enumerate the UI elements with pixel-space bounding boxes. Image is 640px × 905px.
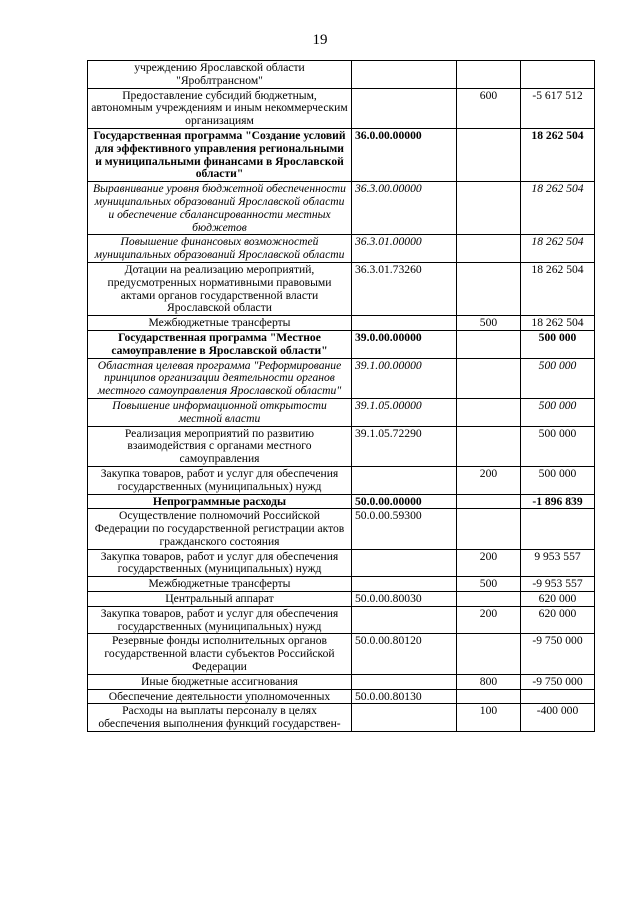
row-name-cell: Центральный аппарат — [88, 592, 352, 607]
row-name-cell: Иные бюджетные ассигнования — [88, 674, 352, 689]
row-sum-cell: 18 262 504 — [521, 182, 595, 235]
table-row — [88, 634, 595, 674]
row-sum-cell: 500 000 — [521, 398, 595, 426]
row-name-cell: Предоставление субсидий бюджетным, автономным учреждениям и иным некоммерческим организациям — [88, 88, 352, 128]
row-sum-cell: 18 262 504 — [521, 235, 595, 263]
row-sum-cell: 500 000 — [521, 426, 595, 466]
table-row — [88, 61, 595, 89]
table-row — [88, 262, 595, 315]
row-sum-cell: -400 000 — [521, 704, 595, 732]
row-code-cell — [352, 704, 457, 732]
row-expense-type-cell — [457, 235, 521, 263]
row-code-cell: 36.3.01.00000 — [352, 235, 457, 263]
row-expense-type-cell — [457, 262, 521, 315]
budget-table-body — [88, 61, 595, 732]
row-sum-cell: 9 953 557 — [521, 549, 595, 577]
row-code-cell: 50.0.00.80030 — [352, 592, 457, 607]
row-expense-type-cell — [457, 509, 521, 549]
row-expense-type-cell: 800 — [457, 674, 521, 689]
table-row — [88, 549, 595, 577]
row-name-cell: Повышение финансовых возможностей муниципальных образований Ярославской области — [88, 235, 352, 263]
row-expense-type-cell — [457, 128, 521, 181]
row-name-cell: Межбюджетные трансферты — [88, 316, 352, 331]
row-sum-cell: 500 000 — [521, 466, 595, 494]
row-name-cell: Расходы на выплаты персоналу в целях обеспечения выполнения функций государствен- — [88, 704, 352, 732]
row-code-cell: 50.0.00.00000 — [352, 494, 457, 509]
table-row — [88, 577, 595, 592]
row-name-cell: Реализация мероприятий по развитию взаимодействия с органами местного самоуправления — [88, 426, 352, 466]
row-name-cell: Обеспечение деятельности уполномоченных — [88, 689, 352, 704]
table-row — [88, 235, 595, 263]
row-expense-type-cell: 500 — [457, 316, 521, 331]
row-expense-type-cell: 200 — [457, 466, 521, 494]
row-expense-type-cell: 200 — [457, 606, 521, 634]
row-expense-type-cell: 500 — [457, 577, 521, 592]
table-row — [88, 398, 595, 426]
row-sum-cell: 620 000 — [521, 606, 595, 634]
row-sum-cell — [521, 509, 595, 549]
row-expense-type-cell — [457, 592, 521, 607]
row-code-cell: 39.1.05.72290 — [352, 426, 457, 466]
table-row — [88, 316, 595, 331]
row-name-cell: Закупка товаров, работ и услуг для обеспечения государственных (муниципальных) нужд — [88, 466, 352, 494]
row-code-cell: 50.0.00.80130 — [352, 689, 457, 704]
row-name-cell: Государственная программа "Создание условий для эффективного управления региональными и муниципальными финансами в Ярославской области" — [88, 128, 352, 181]
row-code-cell — [352, 577, 457, 592]
row-name-cell: Государственная программа "Местное самоуправление в Ярославской области" — [88, 330, 352, 358]
row-code-cell — [352, 549, 457, 577]
row-name-cell: Межбюджетные трансферты — [88, 577, 352, 592]
row-expense-type-cell: 200 — [457, 549, 521, 577]
table-row — [88, 330, 595, 358]
table-row — [88, 426, 595, 466]
row-sum-cell: 500 000 — [521, 330, 595, 358]
row-code-cell — [352, 466, 457, 494]
row-sum-cell: -9 750 000 — [521, 674, 595, 689]
row-code-cell: 39.1.05.00000 — [352, 398, 457, 426]
table-row — [88, 689, 595, 704]
row-code-cell — [352, 674, 457, 689]
row-name-cell: Повышение информационной открытости местной власти — [88, 398, 352, 426]
table-row — [88, 674, 595, 689]
row-sum-cell: 500 000 — [521, 358, 595, 398]
table-row — [88, 128, 595, 181]
row-expense-type-cell — [457, 689, 521, 704]
row-code-cell: 50.0.00.59300 — [352, 509, 457, 549]
page-number: 19 — [312, 32, 328, 48]
table-row — [88, 88, 595, 128]
row-name-cell: Осуществление полномочий Российской Федерации по государственной регистрации актов гражданского состояния — [88, 509, 352, 549]
row-sum-cell: 18 262 504 — [521, 128, 595, 181]
row-code-cell: 36.3.00.00000 — [352, 182, 457, 235]
row-expense-type-cell — [457, 358, 521, 398]
row-sum-cell: -5 617 512 — [521, 88, 595, 128]
table-row — [88, 606, 595, 634]
row-expense-type-cell: 600 — [457, 88, 521, 128]
row-code-cell — [352, 61, 457, 89]
row-code-cell: 36.3.01.73260 — [352, 262, 457, 315]
row-sum-cell: 620 000 — [521, 592, 595, 607]
row-code-cell — [352, 606, 457, 634]
table-row — [88, 466, 595, 494]
row-name-cell: Выравнивание уровня бюджетной обеспеченности муниципальных образований Ярославской области и обеспечение сбалансированности местных бюджетов — [88, 182, 352, 235]
row-name-cell: учреждению Ярославской области "Яроблтрансном" — [88, 61, 352, 89]
row-code-cell — [352, 88, 457, 128]
table-row — [88, 509, 595, 549]
row-expense-type-cell — [457, 330, 521, 358]
row-code-cell: 36.0.00.00000 — [352, 128, 457, 181]
row-sum-cell — [521, 689, 595, 704]
row-expense-type-cell — [457, 182, 521, 235]
row-sum-cell: 18 262 504 — [521, 262, 595, 315]
row-sum-cell: -1 896 839 — [521, 494, 595, 509]
row-code-cell: 50.0.00.80120 — [352, 634, 457, 674]
row-expense-type-cell: 100 — [457, 704, 521, 732]
row-sum-cell — [521, 61, 595, 89]
row-name-cell: Закупка товаров, работ и услуг для обеспечения государственных (муниципальных) нужд — [88, 549, 352, 577]
row-sum-cell: -9 750 000 — [521, 634, 595, 674]
table-row — [88, 358, 595, 398]
budget-table — [87, 60, 595, 732]
table-row — [88, 704, 595, 732]
row-name-cell: Областная целевая программа "Реформирование принципов организации деятельности органов местного самоуправления Ярославской области" — [88, 358, 352, 398]
row-sum-cell: 18 262 504 — [521, 316, 595, 331]
row-sum-cell: -9 953 557 — [521, 577, 595, 592]
row-name-cell: Закупка товаров, работ и услуг для обеспечения государственных (муниципальных) нужд — [88, 606, 352, 634]
row-code-cell: 39.1.00.00000 — [352, 358, 457, 398]
row-name-cell: Резервные фонды исполнительных органов государственной власти субъектов Российской Федерации — [88, 634, 352, 674]
row-expense-type-cell — [457, 634, 521, 674]
row-name-cell: Дотации на реализацию мероприятий, предусмотренных нормативными правовыми актами органов государственной власти Ярославской области — [88, 262, 352, 315]
row-expense-type-cell — [457, 398, 521, 426]
row-expense-type-cell — [457, 494, 521, 509]
row-code-cell: 39.0.00.00000 — [352, 330, 457, 358]
row-code-cell — [352, 316, 457, 331]
table-row — [88, 494, 595, 509]
table-row — [88, 592, 595, 607]
row-expense-type-cell — [457, 426, 521, 466]
row-expense-type-cell — [457, 61, 521, 89]
table-row — [88, 182, 595, 235]
row-name-cell: Непрограммные расходы — [88, 494, 352, 509]
